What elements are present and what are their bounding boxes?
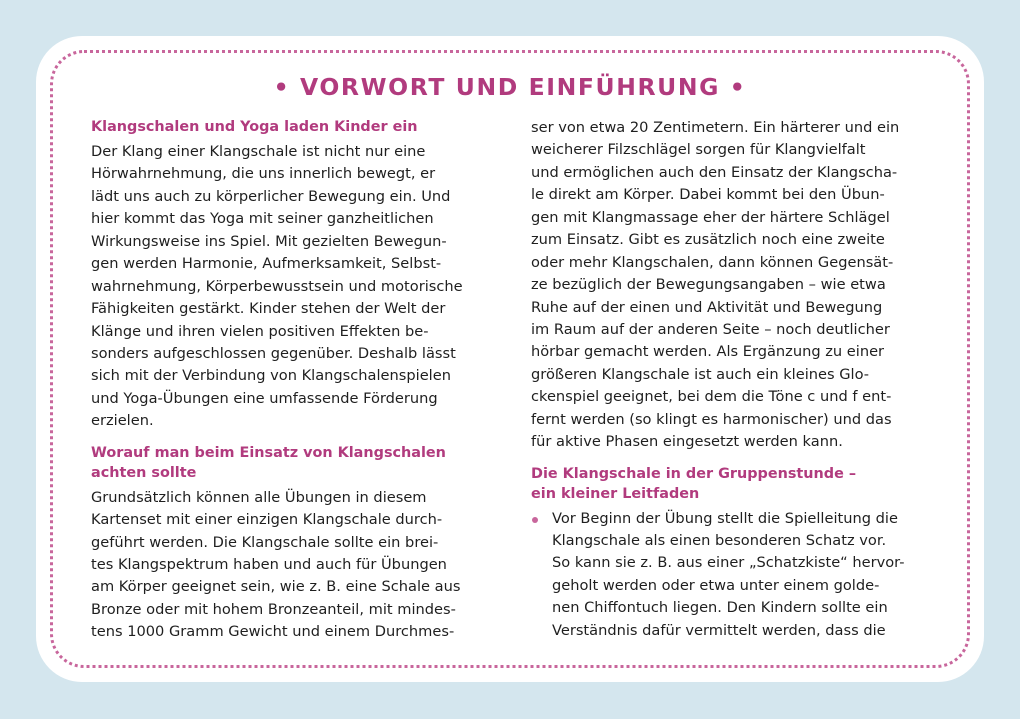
text-line: Der Klang einer Klangschale ist nicht nur eine — [91, 143, 426, 160]
text-line: ze bezüglich der Bewegungsangaben – wie etwa — [531, 276, 886, 294]
section-heading-gruppenstunde: Die Klangschale in der Gruppenstunde – — [531, 465, 857, 482]
text-line: weicherer Filzschlägel sorgen für Klangvielfalt — [531, 141, 866, 159]
text-line: hier kommt das Yoga mit seiner ganzheitlichen — [91, 210, 434, 228]
text-line: größeren Klangschale ist auch ein kleines Glo- — [531, 365, 870, 383]
text-line: le direkt am Körper. Dabei kommt bei den Übun- — [531, 186, 885, 204]
text-line: Ruhe auf der einen und Aktivität und Bewegung — [531, 298, 883, 316]
text-line: zum Einsatz. Gibt es zusätzlich noch eine zweite — [531, 231, 885, 249]
left-column — [91, 117, 491, 644]
page-title: • VORWORT UND EINFÜHRUNG • — [273, 73, 747, 101]
text-line: gen werden Harmonie, Aufmerksamkeit, Selbst- — [91, 255, 442, 273]
text-line: für aktive Phasen eingesetzt werden kann. — [531, 433, 843, 451]
text-line: erzielen. — [91, 412, 154, 430]
text-line: nen Chiffontuch liegen. Den Kindern sollte ein — [552, 599, 888, 617]
text-line: ckenspiel geeignet, bei dem die Töne c und f ent- — [531, 388, 892, 406]
section-heading-gruppenstunde-cont: ein kleiner Leitfaden — [531, 485, 700, 502]
section-body-yoga — [91, 141, 491, 433]
right-column — [531, 117, 931, 642]
text-line: Klangschale als einen besonderen Schatz vor. — [552, 532, 887, 549]
text-line: Fähigkeiten gestärkt. Kinder stehen der Welt der — [91, 300, 446, 318]
text-line: wahrnehmung, Körperbewusstsein und motorische — [91, 277, 463, 295]
bullet-list-item — [531, 508, 931, 643]
text-line: und ermöglichen auch den Einsatz der Klangscha- — [531, 163, 898, 181]
text-line: Kartenset mit einer einzigen Klangschale durch- — [91, 511, 443, 529]
text-line: Verständnis dafür vermittelt werden, dass die — [552, 621, 886, 639]
text-line: geholt werden oder etwa unter einem golde- — [552, 576, 880, 594]
section-heading-einsatz: Worauf man beim Einsatz von Klangschalen — [91, 444, 446, 461]
text-line: tes Klangspektrum haben und auch für Übungen — [91, 556, 447, 573]
section-body-einsatz — [91, 487, 491, 644]
text-line: So kann sie z. B. aus einer „Schatzkiste“ hervor- — [552, 554, 905, 572]
text-line: Klänge und ihren vielen positiven Effekten be- — [91, 322, 429, 340]
text-line: ser von etwa 20 Zentimetern. Ein härterer und ein — [531, 119, 900, 136]
text-line: sonders aufgeschlossen gegenüber. Deshalb lässt — [91, 344, 456, 362]
text-line: im Raum auf der anderen Seite – noch deutlicher — [531, 320, 890, 338]
text-line: hörbar gemacht werden. Als Ergänzung zu einer — [531, 343, 885, 361]
section-heading-einsatz-cont: achten sollte — [91, 464, 197, 481]
text-line: lädt uns auch zu körperlicher Bewegung ein. Und — [91, 187, 451, 205]
text-line: am Körper geeignet sein, wie z. B. eine Schale aus — [91, 578, 461, 596]
bullet-dot-icon — [532, 517, 538, 523]
text-line: Hörwahrnehmung, die uns innerlich bewegt, er — [91, 165, 436, 183]
text-line: oder mehr Klangschalen, dann können Gegensät- — [531, 253, 894, 271]
text-line: geführt werden. Die Klangschale sollte ein brei- — [91, 533, 439, 551]
section-body-einsatz-continued — [531, 117, 931, 454]
text-line: und Yoga-Übungen eine umfassende Förderung — [91, 389, 438, 407]
text-line: Bronze oder mit hohem Bronzeanteil, mit mindes- — [91, 600, 456, 618]
text-line: tens 1000 Gramm Gewicht und einem Durchmes- — [91, 623, 455, 641]
text-line: gen mit Klangmassage eher der härtere Schlägel — [531, 208, 890, 226]
text-line: sich mit der Verbindung von Klangschalenspielen — [91, 367, 451, 385]
section-heading-yoga: Klangschalen und Yoga laden Kinder ein — [91, 119, 418, 135]
text-line: Wirkungsweise ins Spiel. Mit gezielten Bewegun- — [91, 232, 447, 250]
text-line: Vor Beginn der Übung stellt die Spielleitung die — [552, 509, 898, 527]
text-line: fernt werden (so klingt es harmonischer) und das — [531, 410, 892, 428]
text-line: Grundsätzlich können alle Übungen in diesem — [91, 488, 427, 506]
